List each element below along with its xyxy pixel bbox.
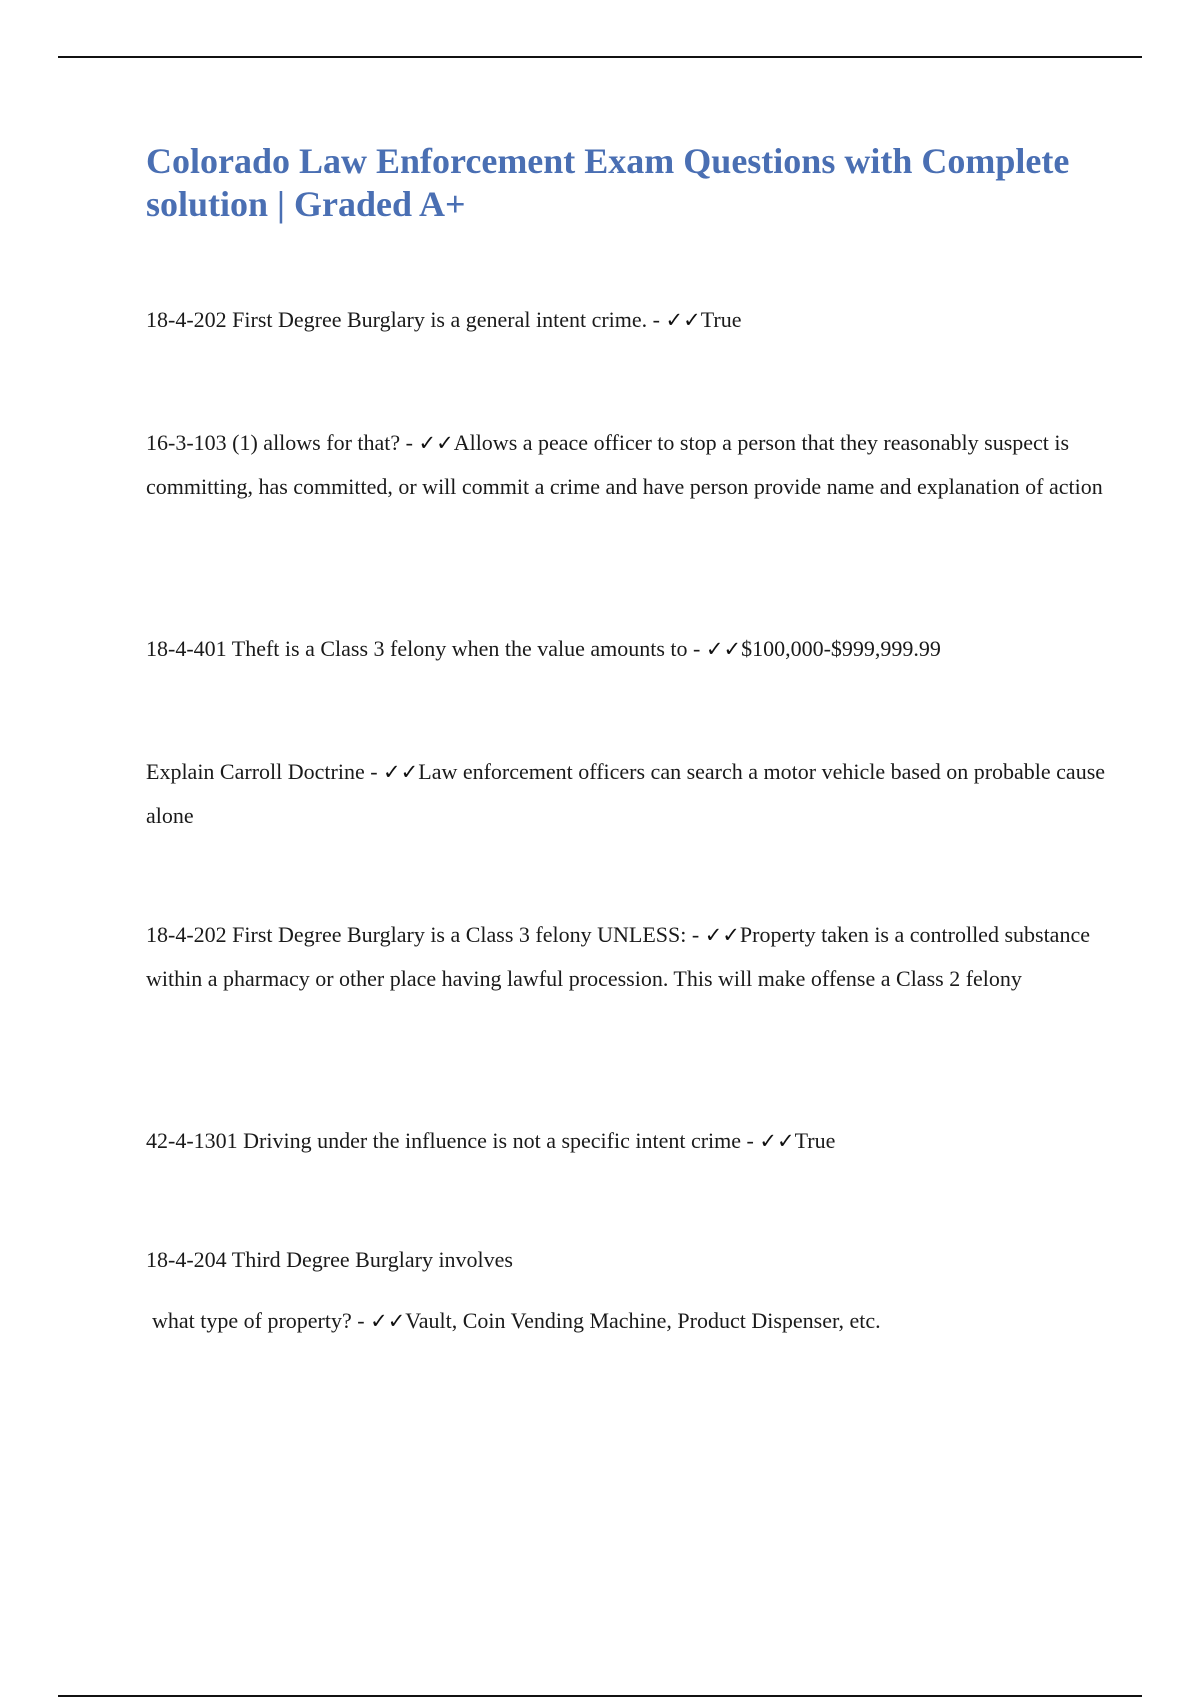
top-rule xyxy=(58,56,1142,58)
question-text: what type of property? xyxy=(152,1308,352,1333)
separator: - xyxy=(647,307,666,332)
bottom-rule xyxy=(58,1695,1142,1697)
qa-entry-3 xyxy=(146,627,1106,671)
qa-entry-7-continuation xyxy=(152,1299,1112,1343)
double-check-icon: ✓✓ xyxy=(704,923,740,947)
qa-entry-7-question xyxy=(146,1238,1106,1282)
double-check-icon: ✓✓ xyxy=(759,1129,795,1153)
answer-text: Allows a peace officer to stop a person that they reasonably suspect is committing, has committed, or will commit a crime and have person provide name and explanation of action xyxy=(146,430,1103,499)
separator: - xyxy=(400,430,419,455)
document-title: Colorado Law Enforcement Exam Questions with Complete solution | Graded A+ xyxy=(146,141,1070,224)
question-text: 18-4-202 First Degree Burglary is a general intent crime. xyxy=(146,307,648,332)
answer-text: Vault, Coin Vending Machine, Product Dispenser, etc. xyxy=(405,1308,881,1333)
question-text: Explain Carroll Doctrine xyxy=(146,759,365,784)
question-text: 16-3-103 (1) allows for that? xyxy=(146,430,401,455)
answer-text: True xyxy=(700,307,742,332)
qa-entry-5 xyxy=(146,913,1106,1001)
separator: - xyxy=(687,636,706,661)
question-text: 18-4-401 Theft is a Class 3 felony when the value amounts to xyxy=(146,636,688,661)
double-check-icon: ✓✓ xyxy=(665,308,701,332)
answer-text: Property taken is a controlled substance within a pharmacy or other place having lawful procession. This will make offense a Class 2 felony xyxy=(146,922,1090,991)
double-check-icon: ✓✓ xyxy=(370,1309,406,1333)
separator: - xyxy=(364,759,384,784)
question-text: 18-4-204 Third Degree Burglary involves xyxy=(146,1247,513,1272)
double-check-icon: ✓✓ xyxy=(383,760,419,784)
answer-text: True xyxy=(794,1128,836,1153)
question-text: 42-4-1301 Driving under the influence is not a specific intent crime xyxy=(146,1128,742,1153)
separator: - xyxy=(686,922,705,947)
answer-text: Law enforcement officers can search a motor vehicle based on probable cause alone xyxy=(146,759,1106,828)
qa-entry-6 xyxy=(146,1119,1106,1163)
qa-entry-2 xyxy=(146,421,1106,509)
double-check-icon: ✓✓ xyxy=(705,637,742,661)
qa-entry-4 xyxy=(146,750,1106,838)
separator: - xyxy=(351,1308,371,1333)
separator: - xyxy=(741,1128,760,1153)
double-check-icon: ✓✓ xyxy=(418,431,454,455)
qa-entry-1 xyxy=(146,298,1106,342)
answer-text: $100,000-$999,999.99 xyxy=(741,636,941,661)
question-text: 18-4-202 First Degree Burglary is a Class 3 felony UNLESS: xyxy=(146,922,687,947)
